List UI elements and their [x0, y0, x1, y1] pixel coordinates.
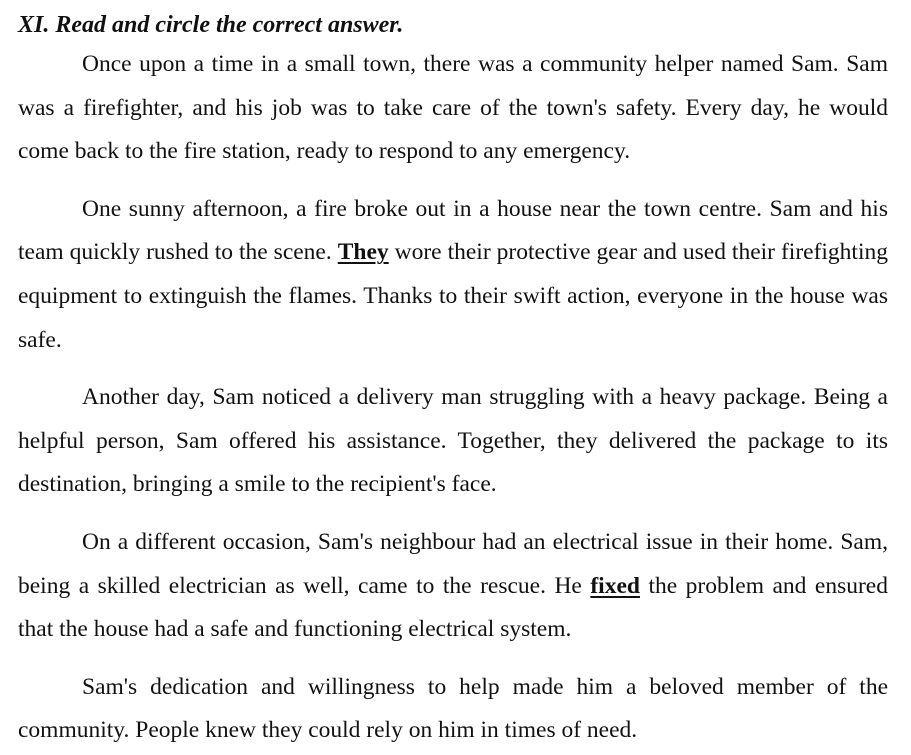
underlined-word-they: They [337, 239, 389, 266]
paragraph-2-text-before: One sunny afternoon, a fire broke out in a house near the town centre. Sam and his team quickly rushed to the scene. [18, 195, 888, 266]
story-paragraph-2 [18, 188, 888, 362]
paragraph-4-text-after: the problem and ensured that the house had a safe and functioning electrical system. [18, 572, 888, 643]
paragraph-2-text-after: wore their protective gear and used their firefighting equipment to extinguish the flames. Thanks to their swift action, everyone in the house was safe. [18, 239, 888, 353]
underlined-word-fixed: fixed [590, 572, 640, 599]
paragraph-4-text-before: On a different occasion, Sam's neighbour had an electrical issue in their home. Sam, being a skilled electrician as well, came to the rescue. He [18, 528, 888, 599]
story-paragraph-5: Sam's dedication and willingness to help made him a beloved member of the community. People knew they could rely on him in times of need. [18, 673, 888, 744]
exercise-heading: XI. Read and circle the correct answer. [18, 12, 404, 38]
story-paragraph-1: Once upon a time in a small town, there was a community helper named Sam. Sam was a firefighter, and his job was to take care of the town's safety. Every day, he would come back to the fire station, ready to respond to any emergency. [18, 51, 888, 165]
story-paragraph-3: Another day, Sam noticed a delivery man struggling with a heavy package. Being a helpful person, Sam offered his assistance. Together, they delivered the package to its destination, bringing a smile to the recipient's face. [18, 384, 888, 498]
story-paragraph-4 [18, 521, 888, 652]
